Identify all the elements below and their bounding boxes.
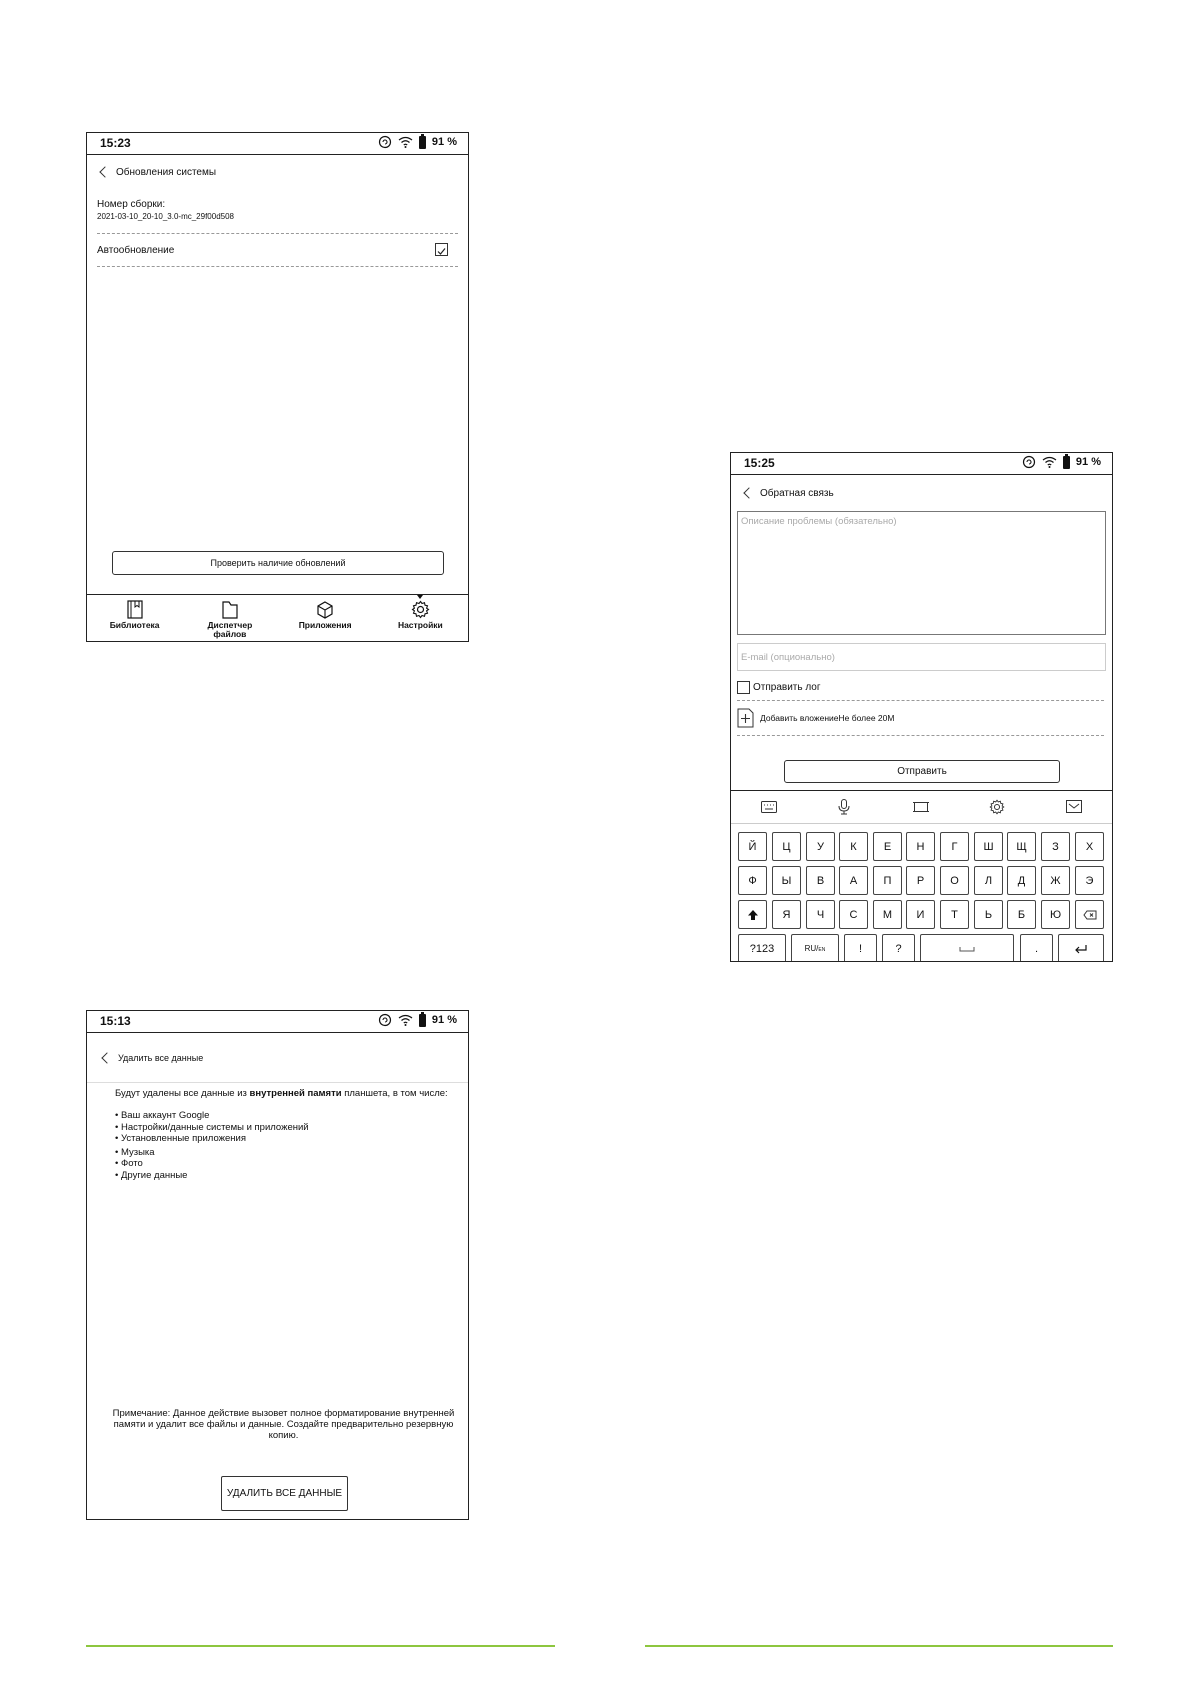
send-log-label: Отправить лог xyxy=(753,682,821,693)
key-row1[interactable]: Г xyxy=(940,832,969,861)
description-placeholder: Описание проблемы (обязательно) xyxy=(741,516,897,527)
nav-settings[interactable] xyxy=(373,595,468,641)
list-item: • Другие данные xyxy=(115,1169,188,1181)
question-key[interactable]: ? xyxy=(882,934,915,962)
add-attachment-label: Добавить вложениеНе более 20M xyxy=(760,713,895,723)
exclamation-key[interactable]: ! xyxy=(844,934,877,962)
keyboard xyxy=(731,822,1112,961)
key-row1[interactable]: Х xyxy=(1075,832,1104,861)
sync-icon xyxy=(1022,455,1036,469)
nav-apps[interactable] xyxy=(278,595,373,641)
nav-library-label: Библиотека xyxy=(109,620,160,630)
intro-text-start: Будут удалены все данные из xyxy=(115,1088,250,1099)
erase-intro xyxy=(115,1088,462,1099)
key-row3[interactable]: Б xyxy=(1007,900,1036,929)
list-item: • Фото xyxy=(115,1158,143,1169)
wifi-icon xyxy=(1042,456,1057,468)
apps-box-icon xyxy=(316,600,334,619)
backspace-icon xyxy=(1083,910,1097,920)
nav-library[interactable] xyxy=(87,595,182,641)
auto-update-checkbox[interactable] xyxy=(435,243,448,256)
list-item: • Музыка xyxy=(115,1146,155,1158)
key-row1[interactable]: Ш xyxy=(974,832,1003,861)
email-input[interactable] xyxy=(737,643,1106,671)
key-row2[interactable]: Д xyxy=(1007,866,1036,895)
page-title: Обратная связь xyxy=(760,487,834,499)
library-icon xyxy=(126,600,144,619)
footer-line-right xyxy=(645,1645,1113,1647)
status-bar xyxy=(87,133,468,155)
battery-percent: 91 % xyxy=(1075,456,1101,468)
dot-key[interactable]: . xyxy=(1020,934,1053,962)
status-time: 15:23 xyxy=(100,136,131,150)
status-time: 15:13 xyxy=(100,1014,131,1028)
erase-note: Примечание: Данное действие вызовет полное форматирование внутренней памяти и удалит все файлы и данные. Создайте предварительно резервную копию. xyxy=(112,1408,455,1441)
key-row2[interactable]: П xyxy=(873,866,902,895)
key-row1[interactable]: У xyxy=(806,832,835,861)
page-title: Обновления системы xyxy=(116,166,217,178)
key-row2[interactable]: Ф xyxy=(738,866,767,895)
back-icon[interactable] xyxy=(101,1052,112,1063)
key-row3[interactable]: Ь xyxy=(974,900,1003,929)
screen-feedback xyxy=(730,452,1113,962)
key-row3[interactable]: Ю xyxy=(1041,900,1070,929)
status-bar xyxy=(87,1011,468,1033)
email-placeholder: E-mail (опционально) xyxy=(741,652,835,663)
key-row3[interactable]: С xyxy=(839,900,868,929)
page-header xyxy=(87,155,468,189)
key-row2[interactable]: Р xyxy=(906,866,935,895)
key-row1[interactable]: З xyxy=(1041,832,1070,861)
check-icon xyxy=(436,246,447,257)
wifi-icon xyxy=(398,136,413,148)
send-log-row[interactable] xyxy=(737,675,1104,701)
nav-file-manager-label: Диспетчер файлов xyxy=(207,620,253,639)
enter-icon xyxy=(1074,944,1088,954)
active-indicator xyxy=(417,595,423,599)
battery-percent: 91 % xyxy=(431,1014,457,1026)
status-bar xyxy=(731,453,1112,475)
key-row3[interactable]: Я xyxy=(772,900,801,929)
auto-update-row[interactable] xyxy=(97,234,458,267)
submit-button[interactable]: Отправить xyxy=(784,760,1060,783)
key-row2[interactable]: Ы xyxy=(772,866,801,895)
key-row3[interactable]: Ч xyxy=(806,900,835,929)
screen-system-update xyxy=(86,132,469,642)
footer-line-left xyxy=(86,1645,555,1647)
key-row2[interactable]: В xyxy=(806,866,835,895)
numbers-key[interactable]: ?123 xyxy=(738,934,786,962)
add-attachment-row[interactable] xyxy=(737,701,1104,736)
key-row2[interactable]: О xyxy=(940,866,969,895)
back-icon[interactable] xyxy=(99,166,110,177)
wifi-icon xyxy=(398,1014,413,1026)
build-number-value: 2021-03-10_20-10_3.0-mc_29f00d508 xyxy=(97,212,234,221)
auto-update-label: Автообновление xyxy=(97,244,175,256)
build-number-label: Номер сборки: xyxy=(97,199,166,210)
language-label-small: EN xyxy=(818,947,826,953)
battery-icon xyxy=(419,1014,426,1027)
intro-text-end: планшета, в том числе: xyxy=(341,1088,448,1099)
build-number-section xyxy=(97,199,458,234)
add-file-icon xyxy=(737,708,754,728)
intro-text-bold: внутренней памяти xyxy=(249,1088,342,1099)
page-header xyxy=(731,475,1112,511)
key-row1[interactable]: Щ xyxy=(1007,832,1036,861)
language-switch-key[interactable] xyxy=(791,934,839,962)
space-key[interactable] xyxy=(920,934,1014,962)
key-row2[interactable]: Ж xyxy=(1041,866,1070,895)
page-title: Удалить все данные xyxy=(118,1052,204,1063)
sync-icon xyxy=(378,135,392,149)
key-row1[interactable]: Й xyxy=(738,832,767,861)
list-item: • Ваш аккаунт Google xyxy=(115,1110,210,1121)
shift-key[interactable] xyxy=(738,900,767,929)
nav-settings-label: Настройки xyxy=(397,620,443,630)
erase-all-button[interactable]: УДАЛИТЬ ВСЕ ДАННЫЕ xyxy=(221,1476,348,1511)
battery-percent: 91 % xyxy=(431,136,457,148)
keyboard-icon[interactable] xyxy=(761,801,777,813)
backspace-key[interactable] xyxy=(1075,900,1104,929)
page-header xyxy=(87,1033,468,1083)
key-row1[interactable]: Ц xyxy=(772,832,801,861)
key-row2[interactable]: Э xyxy=(1075,866,1104,895)
keyboard-settings-icon[interactable] xyxy=(989,799,1005,815)
erase-items-list xyxy=(115,1110,309,1181)
enter-key[interactable] xyxy=(1058,934,1104,962)
shift-arrow-icon xyxy=(747,909,759,921)
folder-icon xyxy=(221,600,239,619)
send-log-checkbox[interactable] xyxy=(737,681,750,694)
key-row2[interactable]: Л xyxy=(974,866,1003,895)
description-textarea[interactable] xyxy=(737,511,1106,635)
hide-keyboard-icon[interactable] xyxy=(1066,800,1082,813)
battery-icon xyxy=(419,136,426,149)
bottom-nav xyxy=(87,594,468,641)
nav-file-manager[interactable] xyxy=(182,595,277,641)
clipboard-icon[interactable] xyxy=(913,800,929,814)
check-updates-button[interactable]: Проверить наличие обновлений xyxy=(112,551,444,575)
key-row3[interactable]: М xyxy=(873,900,902,929)
space-bar-icon xyxy=(959,946,975,952)
battery-icon xyxy=(1063,456,1070,469)
key-row1[interactable]: Е xyxy=(873,832,902,861)
status-time: 15:25 xyxy=(744,456,775,470)
key-row1[interactable]: Н xyxy=(906,832,935,861)
language-label: RU/ xyxy=(804,944,819,953)
key-row1[interactable]: К xyxy=(839,832,868,861)
back-icon[interactable] xyxy=(743,487,754,498)
key-row3[interactable]: Т xyxy=(940,900,969,929)
list-item: • Установленные приложения xyxy=(115,1133,246,1144)
sync-icon xyxy=(378,1013,392,1027)
screen-erase-data xyxy=(86,1010,469,1520)
list-item: • Настройки/данные системы и приложений xyxy=(115,1121,309,1133)
key-row2[interactable]: А xyxy=(839,866,868,895)
microphone-icon[interactable] xyxy=(838,799,850,815)
nav-apps-label: Приложения xyxy=(298,620,352,630)
gear-icon xyxy=(411,600,430,619)
keyboard-toolbar xyxy=(731,790,1112,824)
key-row3[interactable]: И xyxy=(906,900,935,929)
